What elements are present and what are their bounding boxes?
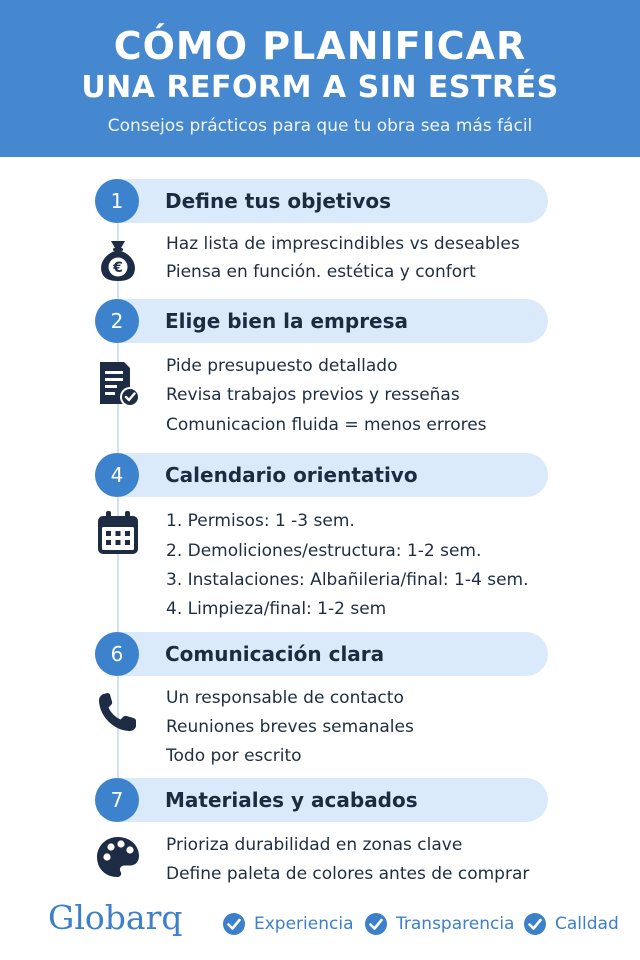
header-banner xyxy=(0,0,640,157)
step-2-number: 2 xyxy=(95,299,139,343)
step-2-item: Comunicacion fluida = menos errores xyxy=(166,415,487,435)
step-7-number: 7 xyxy=(95,778,139,822)
step-2-title: Elige bien la empresa xyxy=(165,309,409,333)
badge-label: Experiencia xyxy=(254,914,354,934)
step-1-item: Haz lista de imprescindibles vs deseables xyxy=(166,234,520,254)
badge-experiencia xyxy=(222,911,354,937)
page-subtitle: Consejos prácticos para que tu obra sea más fácil xyxy=(107,116,533,136)
step-6-number: 6 xyxy=(95,632,139,676)
step-1-number: 1 xyxy=(95,179,139,223)
palette-icon xyxy=(94,833,142,881)
step-4-title: Calendario orientativo xyxy=(165,463,418,487)
step-4-item: 3. Instalaciones: Albañileria/final: 1-4 sem. xyxy=(166,570,529,590)
step-6-item: Todo por escrito xyxy=(166,746,302,766)
step-1-title: Define tus objetivos xyxy=(165,189,391,213)
step-6-item: Reuniones breves semanales xyxy=(166,717,414,737)
checked-document-icon xyxy=(94,360,142,408)
check-circle-icon xyxy=(364,912,388,936)
money-bag-euro-icon xyxy=(94,235,142,283)
step-1-item: Piensa en función. estética y confort xyxy=(166,262,476,282)
check-circle-icon xyxy=(222,912,246,936)
step-7-title: Materiales y acabados xyxy=(165,788,418,812)
badge-label: Transparencia xyxy=(396,914,515,934)
step-6-item: Un responsable de contacto xyxy=(166,688,404,708)
check-circle-icon xyxy=(523,912,547,936)
step-4-number: 4 xyxy=(95,453,139,497)
badge-transparencia xyxy=(364,911,514,937)
calendar-icon xyxy=(94,508,142,556)
step-7-item: Define paleta de colores antes de comprar xyxy=(166,864,530,884)
step-7-item: Prioriza durabilidad en zonas clave xyxy=(166,835,463,855)
page-title-line2: UNA REFORM A SIN ESTRÉS xyxy=(81,70,559,105)
step-4-item: 2. Demoliciones/estructura: 1-2 sem. xyxy=(166,541,482,561)
phone-icon xyxy=(94,688,142,736)
step-4-item: 4. Limpieza/final: 1-2 sem xyxy=(166,599,387,619)
step-6-title: Comunicación clara xyxy=(165,642,385,666)
page-title: CÓMO PLANIFICAR xyxy=(113,24,527,68)
badge-label: Calldad xyxy=(555,914,619,934)
step-4-item: 1. Permisos: 1 -3 sem. xyxy=(166,511,355,531)
badge-calidad xyxy=(523,911,619,937)
svg-text:€: € xyxy=(113,260,123,276)
globarq-logo: Globarq xyxy=(48,898,183,937)
step-2-item: Pide presupuesto detallado xyxy=(166,356,398,376)
step-2-item: Revisa trabajos previos y resseñas xyxy=(166,385,460,405)
